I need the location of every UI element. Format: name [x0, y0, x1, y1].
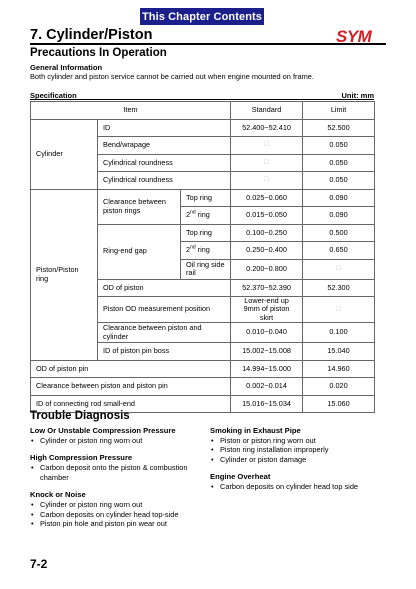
item-label: Clearance between piston rings	[98, 189, 181, 224]
standard-value: 15.016~15.034	[231, 395, 303, 413]
standard-value: 14.994~15.000	[231, 360, 303, 378]
limit-value: 15.060	[303, 395, 375, 413]
limit-value: 0.090	[303, 207, 375, 225]
table-header-row	[31, 102, 375, 120]
table-row	[31, 360, 375, 378]
group-cylinder: Cylinder	[31, 119, 98, 189]
sub-item-label: 2nd ring	[181, 207, 231, 225]
limit-value: 52.300	[303, 279, 375, 297]
item-label: ID of connecting rod small-end	[31, 395, 231, 413]
symptom-title: Engine Overheat	[210, 472, 271, 482]
standard-value: 0.100~0.250	[231, 224, 303, 242]
na-mark: □	[231, 137, 303, 155]
col-header-item: Item	[31, 102, 231, 120]
table-row	[31, 189, 375, 207]
limit-value: 0.050	[303, 172, 375, 190]
standard-value: 0.002~0.014	[231, 378, 303, 396]
limit-value: 52.500	[303, 119, 375, 137]
list-item: • Piston or piston ring worn out	[218, 436, 390, 445]
symptom-title: Low Or Unstable Compression Pressure	[30, 426, 176, 435]
na-mark: □	[231, 172, 303, 190]
standard-value: 15.002~15.008	[231, 343, 303, 361]
standard-value: Lower-end up 9mm of piston skirt	[231, 297, 303, 323]
page-number: 7-2	[30, 557, 48, 571]
symptom-block	[210, 426, 390, 464]
symptom-title: Knock or Noise	[30, 490, 86, 500]
limit-value: 0.650	[303, 242, 375, 260]
standard-value: 0.250~0.400	[231, 242, 303, 260]
list-item: • Cylinder or piston damage	[218, 455, 390, 464]
na-mark: □	[303, 297, 375, 323]
list-item: • Cylinder or piston ring worn out	[38, 436, 210, 445]
group-piston: Piston/Piston ring	[31, 189, 98, 360]
na-mark: □	[303, 259, 375, 279]
limit-value: 0.050	[303, 154, 375, 172]
limit-value: 0.100	[303, 323, 375, 343]
table-row	[31, 378, 375, 396]
list-item: • Carbon deposits on cylinder head top-side	[38, 510, 210, 519]
item-label: Ring-end gap	[98, 224, 181, 279]
limit-value: 15.040	[303, 343, 375, 361]
spec-label: Specification	[30, 91, 77, 100]
list-item: • Cylinder or piston ring worn out	[38, 500, 210, 509]
item-label: Bend/wrapage	[98, 137, 231, 155]
item-label: ID of piston pin boss	[98, 343, 231, 361]
standard-value: 52.370~52.390	[231, 279, 303, 297]
general-info-heading: General Information	[30, 63, 103, 72]
limit-value: 0.050	[303, 137, 375, 155]
list-item: • Carbon deposit onto the piston & combustion chamber	[38, 463, 210, 482]
spec-divider	[30, 99, 374, 100]
spec-table	[30, 101, 375, 413]
col-header-standard: Standard	[231, 102, 303, 120]
table-row	[31, 119, 375, 137]
symptom-block	[210, 472, 390, 491]
cause-list	[210, 436, 390, 464]
standard-value: 0.200~0.800	[231, 259, 303, 279]
title-divider	[30, 43, 386, 45]
item-label: Clearance between piston and cylinder	[98, 323, 231, 343]
item-label: OD of piston pin	[31, 360, 231, 378]
page-title: 7. Cylinder/Piston	[30, 27, 153, 43]
cause-list	[210, 482, 390, 491]
trouble-left-column	[30, 426, 210, 536]
symptom-title: High Compression Pressure	[30, 453, 133, 463]
item-label: Clearance between piston and piston pin	[31, 378, 231, 396]
symptom-block	[30, 490, 210, 528]
cause-list	[30, 463, 210, 482]
trouble-heading: Trouble Diagnosis	[30, 410, 130, 422]
sub-item-label: Top ring	[181, 189, 231, 207]
limit-value: 14.960	[303, 360, 375, 378]
symptom-block	[30, 453, 210, 482]
sym-logo: SYM	[336, 27, 372, 46]
standard-value: 0.015~0.050	[231, 207, 303, 225]
list-item: • Piston pin hole and piston pin wear out	[38, 519, 210, 528]
trouble-right-column	[210, 426, 390, 500]
limit-value: 0.020	[303, 378, 375, 396]
spec-unit: Unit: mm	[341, 91, 374, 100]
symptom-title: Smoking in Exhaust Pipe	[210, 426, 301, 435]
item-label: Piston OD measurement position	[98, 297, 231, 323]
standard-value: 0.010~0.040	[231, 323, 303, 343]
standard-value: 0.025~0.060	[231, 189, 303, 207]
item-label: ID	[98, 119, 231, 137]
col-header-limit: Limit	[303, 102, 375, 120]
sub-item-label: 2nd ring	[181, 242, 231, 260]
chapter-contents-button[interactable]: This Chapter Contents	[140, 8, 264, 25]
item-label: Cylindrical roundness	[98, 172, 231, 190]
sub-item-label: Top ring	[181, 224, 231, 242]
limit-value: 0.500	[303, 224, 375, 242]
general-info-text: Both cylinder and piston service cannot be carried out when engine mounted on frame.	[30, 72, 314, 81]
na-mark: □	[231, 154, 303, 172]
item-label: Cylindrical roundness	[98, 154, 231, 172]
cause-list	[30, 436, 210, 445]
precautions-heading: Precautions In Operation	[30, 47, 167, 59]
symptom-block	[30, 426, 210, 445]
list-item: • Piston ring installation improperly	[218, 445, 390, 454]
standard-value: 52.400~52.410	[231, 119, 303, 137]
cause-list	[30, 500, 210, 528]
item-label: OD of piston	[98, 279, 231, 297]
sub-item-label: Oil ring side rail	[181, 259, 231, 279]
limit-value: 0.090	[303, 189, 375, 207]
list-item: • Carbon deposits on cylinder head top side	[218, 482, 390, 491]
